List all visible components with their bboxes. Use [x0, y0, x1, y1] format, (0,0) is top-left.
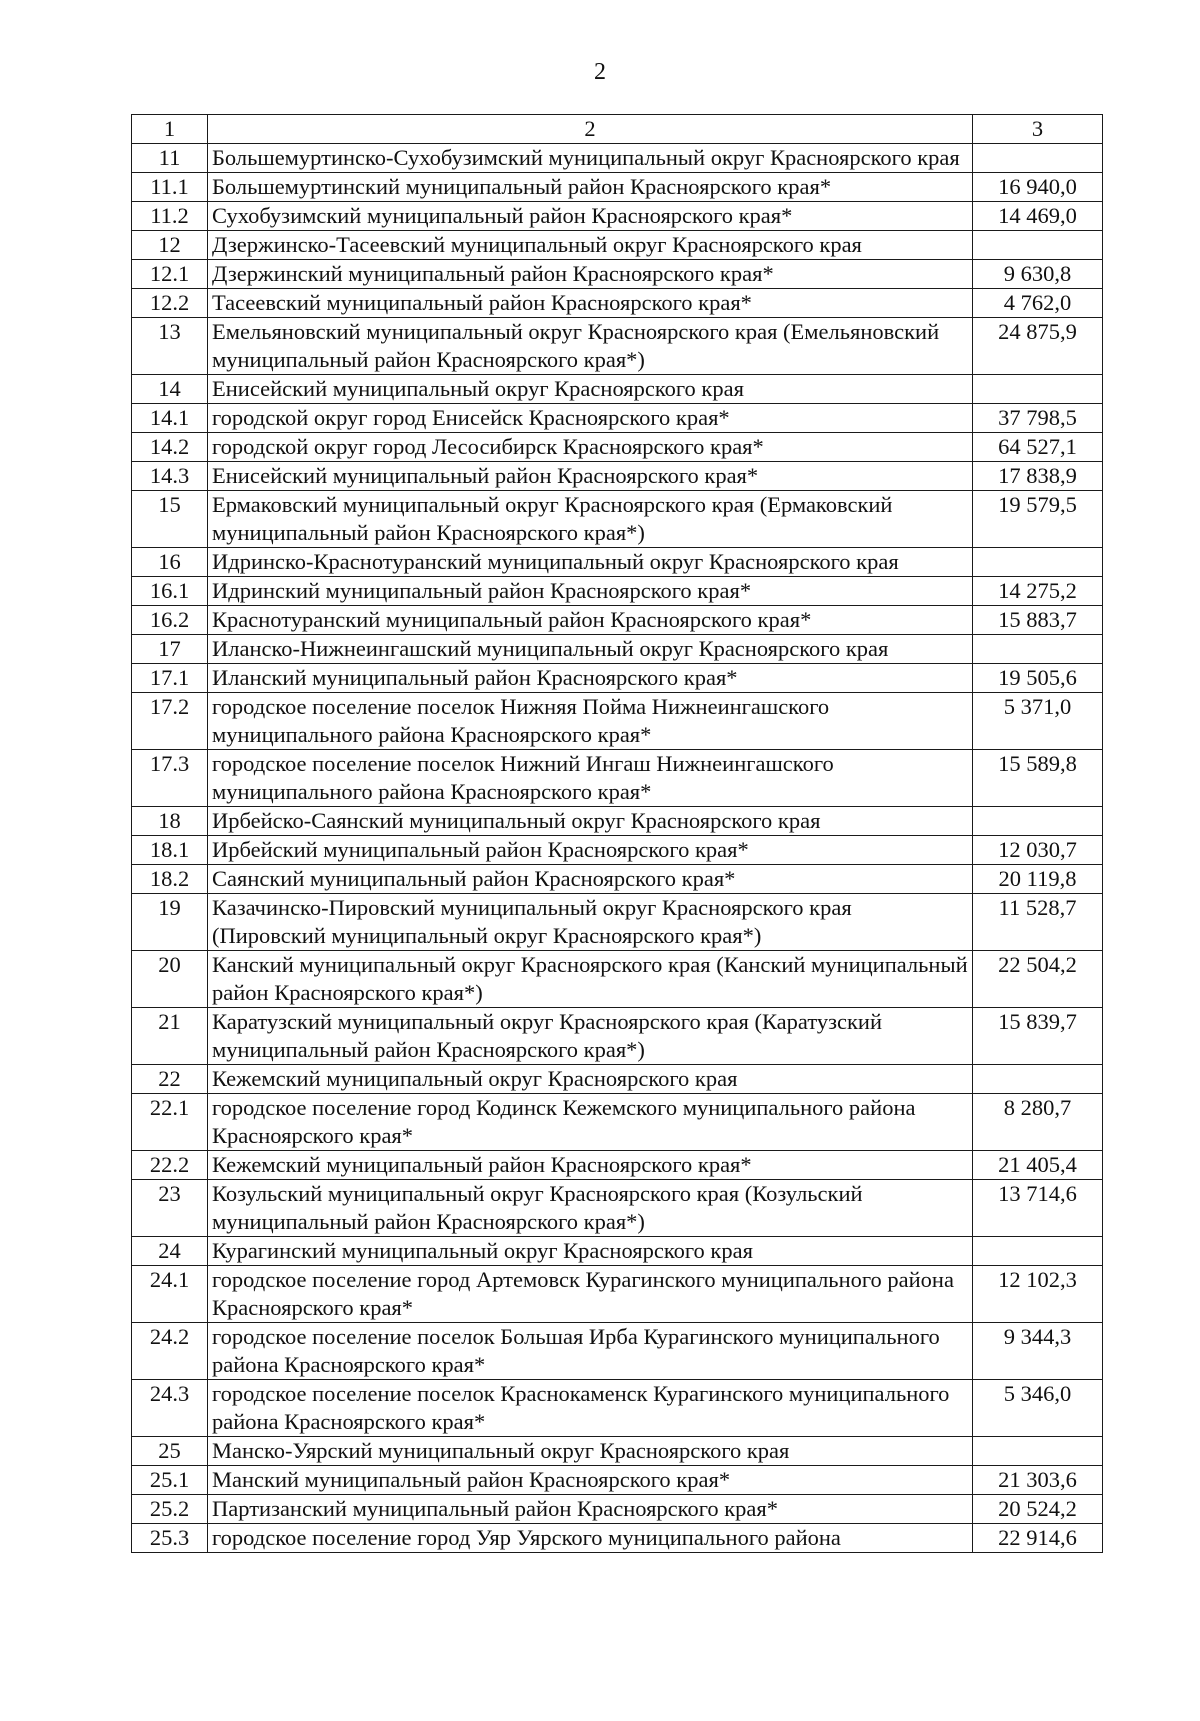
row-name-cell: Дзержинский муниципальный район Красноярского края* [208, 260, 973, 289]
row-name-cell: Каратузский муниципальный округ Красноярского края (Каратузский муниципальный район Красноярского края*) [208, 1008, 973, 1065]
table-row [132, 144, 1103, 173]
row-value-cell: 15 839,7 [973, 1008, 1103, 1065]
row-value-cell [973, 1437, 1103, 1466]
table-row [132, 577, 1103, 606]
row-number-cell: 11.2 [132, 202, 208, 231]
row-number-cell: 13 [132, 318, 208, 375]
table-row [132, 462, 1103, 491]
row-number-cell: 22.1 [132, 1094, 208, 1151]
data-table [131, 114, 1103, 1553]
row-name-cell: Иланский муниципальный район Красноярского края* [208, 664, 973, 693]
row-number-cell: 14.3 [132, 462, 208, 491]
table-row [132, 664, 1103, 693]
row-value-cell [973, 548, 1103, 577]
row-number-cell: 16 [132, 548, 208, 577]
table-row [132, 1008, 1103, 1065]
row-name-cell: городское поселение поселок Нижний Ингаш Нижнеингашского муниципального района Красноярского края* [208, 750, 973, 807]
row-name-cell: Краснотуранский муниципальный район Красноярского края* [208, 606, 973, 635]
row-value-cell: 20 524,2 [973, 1495, 1103, 1524]
row-value-cell: 15 883,7 [973, 606, 1103, 635]
table-row [132, 807, 1103, 836]
table-row [132, 1524, 1103, 1553]
row-value-cell: 17 838,9 [973, 462, 1103, 491]
table-row [132, 1266, 1103, 1323]
table-header-row [132, 115, 1103, 144]
header-cell-col2: 2 [208, 115, 973, 144]
row-value-cell: 8 280,7 [973, 1094, 1103, 1151]
table-row [132, 1380, 1103, 1437]
row-number-cell: 12.2 [132, 289, 208, 318]
row-value-cell: 4 762,0 [973, 289, 1103, 318]
row-value-cell [973, 635, 1103, 664]
table-row [132, 375, 1103, 404]
row-number-cell: 11.1 [132, 173, 208, 202]
row-value-cell: 37 798,5 [973, 404, 1103, 433]
row-name-cell: городское поселение город Кодинск Кежемского муниципального района Красноярского края* [208, 1094, 973, 1151]
table-row [132, 1151, 1103, 1180]
row-value-cell: 64 527,1 [973, 433, 1103, 462]
row-value-cell: 9 344,3 [973, 1323, 1103, 1380]
row-number-cell: 24.2 [132, 1323, 208, 1380]
row-number-cell: 24.3 [132, 1380, 208, 1437]
header-cell-col3: 3 [973, 115, 1103, 144]
row-value-cell: 5 371,0 [973, 693, 1103, 750]
row-name-cell: Канский муниципальный округ Красноярского края (Канский муниципальный район Красноярского края*) [208, 951, 973, 1008]
row-number-cell: 14.2 [132, 433, 208, 462]
row-number-cell: 14.1 [132, 404, 208, 433]
row-number-cell: 12.1 [132, 260, 208, 289]
table-row [132, 231, 1103, 260]
row-name-cell: Дзержинско-Тасеевский муниципальный округ Красноярского края [208, 231, 973, 260]
row-name-cell: Большемуртинский муниципальный район Красноярского края* [208, 173, 973, 202]
row-value-cell: 5 346,0 [973, 1380, 1103, 1437]
table-row [132, 491, 1103, 548]
row-number-cell: 25.3 [132, 1524, 208, 1553]
row-value-cell: 11 528,7 [973, 894, 1103, 951]
row-name-cell: Манско-Уярский муниципальный округ Красноярского края [208, 1437, 973, 1466]
row-value-cell: 15 589,8 [973, 750, 1103, 807]
row-name-cell: Козульский муниципальный округ Красноярского края (Козульский муниципальный район Красноярского края*) [208, 1180, 973, 1237]
row-number-cell: 16.2 [132, 606, 208, 635]
row-number-cell: 12 [132, 231, 208, 260]
row-number-cell: 22.2 [132, 1151, 208, 1180]
table-body [132, 115, 1103, 1553]
table-row [132, 1466, 1103, 1495]
row-number-cell: 17.2 [132, 693, 208, 750]
row-number-cell: 22 [132, 1065, 208, 1094]
table-row [132, 750, 1103, 807]
row-name-cell: Ирбейско-Саянский муниципальный округ Красноярского края [208, 807, 973, 836]
row-value-cell: 19 579,5 [973, 491, 1103, 548]
row-number-cell: 19 [132, 894, 208, 951]
row-number-cell: 18 [132, 807, 208, 836]
row-name-cell: Ирбейский муниципальный район Красноярского края* [208, 836, 973, 865]
row-number-cell: 14 [132, 375, 208, 404]
row-value-cell [973, 231, 1103, 260]
row-name-cell: Енисейский муниципальный округ Красноярского края [208, 375, 973, 404]
row-name-cell: городской округ город Енисейск Красноярского края* [208, 404, 973, 433]
row-number-cell: 16.1 [132, 577, 208, 606]
row-name-cell: городское поселение город Уяр Уярского муниципального района [208, 1524, 973, 1553]
row-value-cell [973, 144, 1103, 173]
row-value-cell: 16 940,0 [973, 173, 1103, 202]
table-row [132, 289, 1103, 318]
row-value-cell: 19 505,6 [973, 664, 1103, 693]
header-cell-col1: 1 [132, 115, 208, 144]
row-number-cell: 17.1 [132, 664, 208, 693]
row-name-cell: Казачинско-Пировский муниципальный округ Красноярского края (Пировский муниципальный округ Красноярского края*) [208, 894, 973, 951]
row-number-cell: 23 [132, 1180, 208, 1237]
row-value-cell [973, 807, 1103, 836]
row-name-cell: Идринский муниципальный район Красноярского края* [208, 577, 973, 606]
row-name-cell: Идринско-Краснотуранский муниципальный округ Красноярского края [208, 548, 973, 577]
table-row [132, 606, 1103, 635]
table-row [132, 548, 1103, 577]
row-value-cell: 9 630,8 [973, 260, 1103, 289]
table-row [132, 1323, 1103, 1380]
row-number-cell: 18.2 [132, 865, 208, 894]
row-name-cell: Саянский муниципальный район Красноярского края* [208, 865, 973, 894]
row-value-cell [973, 1237, 1103, 1266]
table-row [132, 1237, 1103, 1266]
table-row [132, 173, 1103, 202]
row-number-cell: 17 [132, 635, 208, 664]
row-name-cell: Ермаковский муниципальный округ Красноярского края (Ермаковский муниципальный район Красноярского края*) [208, 491, 973, 548]
row-name-cell: Иланско-Нижнеингашский муниципальный округ Красноярского края [208, 635, 973, 664]
row-value-cell: 22 914,6 [973, 1524, 1103, 1553]
row-name-cell: Енисейский муниципальный район Красноярского края* [208, 462, 973, 491]
row-number-cell: 11 [132, 144, 208, 173]
row-value-cell [973, 375, 1103, 404]
row-number-cell: 24 [132, 1237, 208, 1266]
row-number-cell: 17.3 [132, 750, 208, 807]
table-row [132, 1094, 1103, 1151]
row-name-cell: городское поселение поселок Нижняя Пойма Нижнеингашского муниципального района Красноярского края* [208, 693, 973, 750]
row-name-cell: Тасеевский муниципальный район Красноярского края* [208, 289, 973, 318]
row-value-cell: 13 714,6 [973, 1180, 1103, 1237]
table-row [132, 1180, 1103, 1237]
table-row [132, 260, 1103, 289]
row-value-cell: 14 469,0 [973, 202, 1103, 231]
row-value-cell: 21 303,6 [973, 1466, 1103, 1495]
row-name-cell: Емельяновский муниципальный округ Красноярского края (Емельяновский муниципальный район Красноярского края*) [208, 318, 973, 375]
row-name-cell: Партизанский муниципальный район Красноярского края* [208, 1495, 973, 1524]
row-number-cell: 24.1 [132, 1266, 208, 1323]
table-row [132, 202, 1103, 231]
page-number: 2 [594, 59, 606, 85]
row-name-cell: городское поселение поселок Краснокаменск Курагинского муниципального района Красноярского края* [208, 1380, 973, 1437]
row-name-cell: Манский муниципальный район Красноярского края* [208, 1466, 973, 1495]
row-name-cell: городское поселение поселок Большая Ирба Курагинского муниципального района Красноярского края* [208, 1323, 973, 1380]
table-row [132, 404, 1103, 433]
row-name-cell: Курагинский муниципальный округ Красноярского края [208, 1237, 973, 1266]
table-row [132, 894, 1103, 951]
row-value-cell: 24 875,9 [973, 318, 1103, 375]
row-number-cell: 20 [132, 951, 208, 1008]
row-number-cell: 25.1 [132, 1466, 208, 1495]
table-row [132, 693, 1103, 750]
row-number-cell: 25.2 [132, 1495, 208, 1524]
row-name-cell: городской округ город Лесосибирск Красноярского края* [208, 433, 973, 462]
table-row [132, 951, 1103, 1008]
row-value-cell: 12 030,7 [973, 836, 1103, 865]
row-name-cell: городское поселение город Артемовск Курагинского муниципального района Красноярского края* [208, 1266, 973, 1323]
row-name-cell: Сухобузимский муниципальный район Красноярского края* [208, 202, 973, 231]
row-number-cell: 25 [132, 1437, 208, 1466]
row-name-cell: Кежемский муниципальный округ Красноярского края [208, 1065, 973, 1094]
row-name-cell: Большемуртинско-Сухобузимский муниципальный округ Красноярского края [208, 144, 973, 173]
table-row [132, 836, 1103, 865]
row-value-cell: 12 102,3 [973, 1266, 1103, 1323]
table-row [132, 1065, 1103, 1094]
row-number-cell: 18.1 [132, 836, 208, 865]
table-row [132, 1495, 1103, 1524]
row-value-cell: 20 119,8 [973, 865, 1103, 894]
row-name-cell: Кежемский муниципальный район Красноярского края* [208, 1151, 973, 1180]
table-row [132, 433, 1103, 462]
table-row [132, 635, 1103, 664]
row-number-cell: 21 [132, 1008, 208, 1065]
row-value-cell: 22 504,2 [973, 951, 1103, 1008]
row-value-cell: 21 405,4 [973, 1151, 1103, 1180]
table-row [132, 1437, 1103, 1466]
table-row [132, 318, 1103, 375]
row-value-cell [973, 1065, 1103, 1094]
row-number-cell: 15 [132, 491, 208, 548]
table-row [132, 865, 1103, 894]
row-value-cell: 14 275,2 [973, 577, 1103, 606]
